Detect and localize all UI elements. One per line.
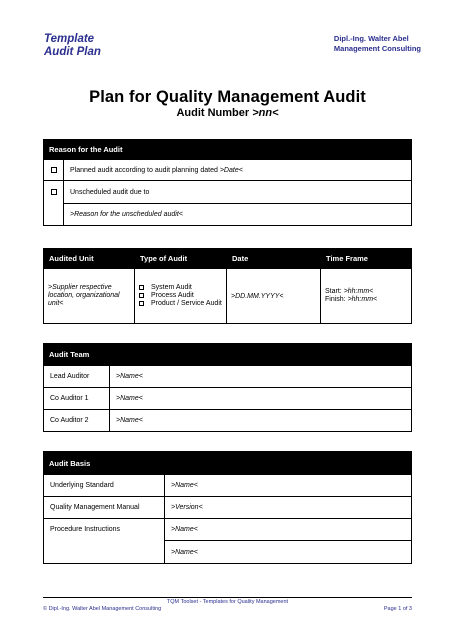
- manual-value[interactable]: >Version<: [165, 497, 412, 519]
- col-date: Date: [227, 249, 321, 269]
- basis-table: [43, 451, 412, 564]
- system-audit-checkbox[interactable]: [139, 285, 144, 290]
- company-label-line1: Dipl.-Ing. Walter Abel: [333, 34, 409, 43]
- product-audit-checkbox[interactable]: [139, 301, 144, 306]
- basis-heading: Audit Basis: [44, 452, 412, 475]
- procedure-value-1[interactable]: >Name<: [165, 519, 412, 541]
- co-auditor-2-value[interactable]: >Name<: [110, 410, 412, 432]
- unscheduled-checkbox[interactable]: [51, 189, 57, 195]
- col-audited-unit: Audited Unit: [44, 249, 135, 269]
- planned-date-value[interactable]: >Date<: [219, 166, 243, 174]
- procedure-value-2[interactable]: >Name<: [165, 541, 412, 564]
- audit-type-option-process[interactable]: [139, 292, 222, 300]
- finish-value[interactable]: >hh:mm<: [347, 296, 378, 303]
- team-table: [43, 343, 412, 432]
- reason-table: [43, 139, 412, 226]
- system-audit-label: System Audit: [151, 284, 192, 291]
- col-type-of-audit: Type of Audit: [135, 249, 227, 269]
- audit-type-list: [139, 284, 222, 308]
- audit-number-value: >nn<: [252, 107, 279, 119]
- finish-label: Finish:: [325, 296, 348, 303]
- page-title: Plan for Quality Management Audit: [89, 88, 366, 106]
- lead-auditor-value[interactable]: >Name<: [110, 366, 412, 388]
- lead-auditor-label: Lead Auditor: [44, 366, 110, 388]
- unscheduled-reason-value[interactable]: >Reason for the unscheduled audit<: [64, 204, 412, 226]
- team-heading: Audit Team: [44, 344, 412, 366]
- reason-heading: Reason for the Audit: [44, 140, 412, 160]
- planned-text: [64, 160, 412, 181]
- procedure-label: Procedure Instructions: [44, 519, 165, 564]
- audit-type-cell: [135, 269, 227, 324]
- start-label: Start:: [325, 288, 344, 295]
- co-auditor-2-label: Co Auditor 2: [44, 410, 110, 432]
- col-time-frame: Time Frame: [321, 249, 412, 269]
- template-label-line1: Template: [44, 33, 95, 45]
- audit-number-label: Audit Number: [176, 107, 253, 119]
- company-label-line2: Management Consulting: [333, 43, 421, 53]
- page-subtitle: [0, 107, 455, 119]
- planned-checkbox-cell[interactable]: [44, 160, 64, 181]
- start-time[interactable]: [325, 288, 407, 296]
- manual-label: Quality Management Manual: [44, 497, 165, 519]
- audit-type-option-product[interactable]: [139, 300, 222, 308]
- date-value[interactable]: >DD.MM.YYYY<: [227, 269, 321, 324]
- company-label: [334, 34, 421, 53]
- details-table: [43, 248, 412, 324]
- audited-unit-value[interactable]: >Supplier respective location, organizational unit<: [44, 269, 135, 324]
- footer-copyright: © Dipl.-Ing. Walter Abel Management Consulting: [43, 606, 162, 612]
- start-value[interactable]: >hh:mm<: [343, 288, 374, 295]
- co-auditor-1-value[interactable]: >Name<: [110, 388, 412, 410]
- product-audit-label: Product / Service Audit: [151, 300, 222, 307]
- time-frame-cell: [321, 269, 412, 324]
- standard-value[interactable]: >Name<: [165, 475, 412, 497]
- audit-type-option-system[interactable]: [139, 284, 222, 292]
- planned-label: Planned audit according to audit planning dated: [70, 166, 220, 174]
- template-label-line2: Audit Plan: [44, 46, 101, 58]
- finish-time[interactable]: [325, 296, 407, 304]
- process-audit-label: Process Audit: [151, 292, 194, 299]
- template-label: [44, 33, 101, 59]
- process-audit-checkbox[interactable]: [139, 293, 144, 298]
- footer-toolset: TQM Toolset - Templates for Quality Management: [166, 599, 289, 605]
- co-auditor-1-label: Co Auditor 1: [44, 388, 110, 410]
- footer-page-number: Page 1 of 3: [383, 606, 412, 612]
- unscheduled-checkbox-cell[interactable]: [44, 181, 64, 226]
- standard-label: Underlying Standard: [44, 475, 165, 497]
- footer-divider: [43, 597, 412, 598]
- planned-checkbox[interactable]: [51, 167, 57, 173]
- unscheduled-label: Unscheduled audit due to: [64, 181, 412, 204]
